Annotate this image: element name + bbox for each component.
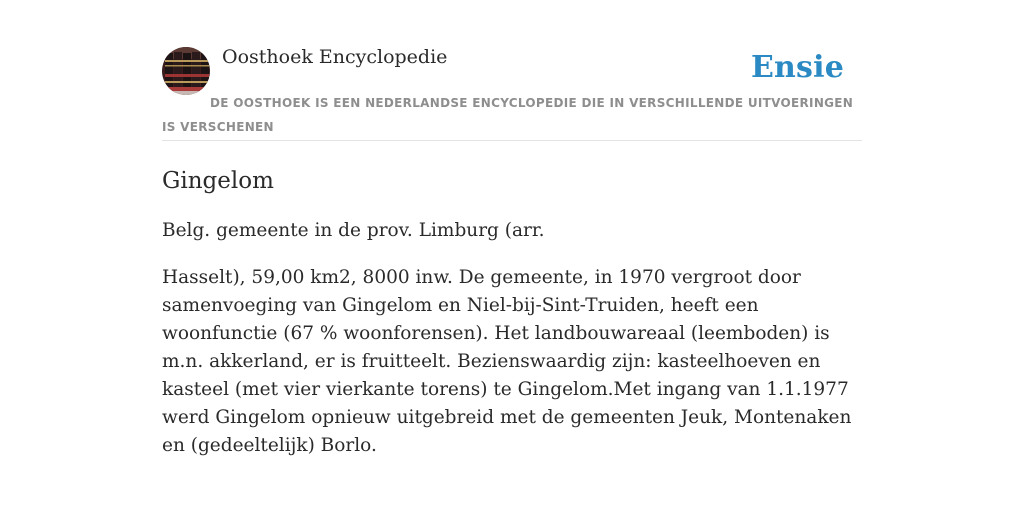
source-title[interactable]: Oosthoek Encyclopedie — [222, 46, 448, 68]
source-description: DE OOSTHOEK IS EEN NEDERLANDSE ENCYCLOPEDIE DIE IN VERSCHILLENDE UITVOERINGEN IS VERSCHENEN — [162, 96, 854, 134]
entry-title: Gingelom — [162, 168, 274, 194]
brand-logo-link[interactable]: Ensie — [750, 50, 844, 85]
entry-paragraph: Belg. gemeente in de prov. Limburg (arr. — [162, 220, 545, 241]
source-header — [162, 44, 862, 141]
article-container — [162, 44, 862, 460]
source-avatar[interactable] — [162, 47, 210, 95]
book-spines-icon — [162, 47, 210, 95]
entry-paragraph: Hasselt), 59,00 km2, 8000 inw. De gemeente, in 1970 vergroot door samenvoeging van Gingelom en Niel-bij-Sint-Truiden, heeft een woonfunctie (67 % woonforensen). Het landbouwareaal (leemboden) is m.n. akkerland, er is fruitteelt. Bezienswaardig zijn: kasteelhoeven en kasteel (met vier vierkante torens) te Gingelom.Met ingang van 1.1.1977 werd Gingelom opnieuw uitgebreid met de gemeenten Jeuk, Montenaken en (gedeeltelijk) Borlo. — [162, 267, 852, 456]
